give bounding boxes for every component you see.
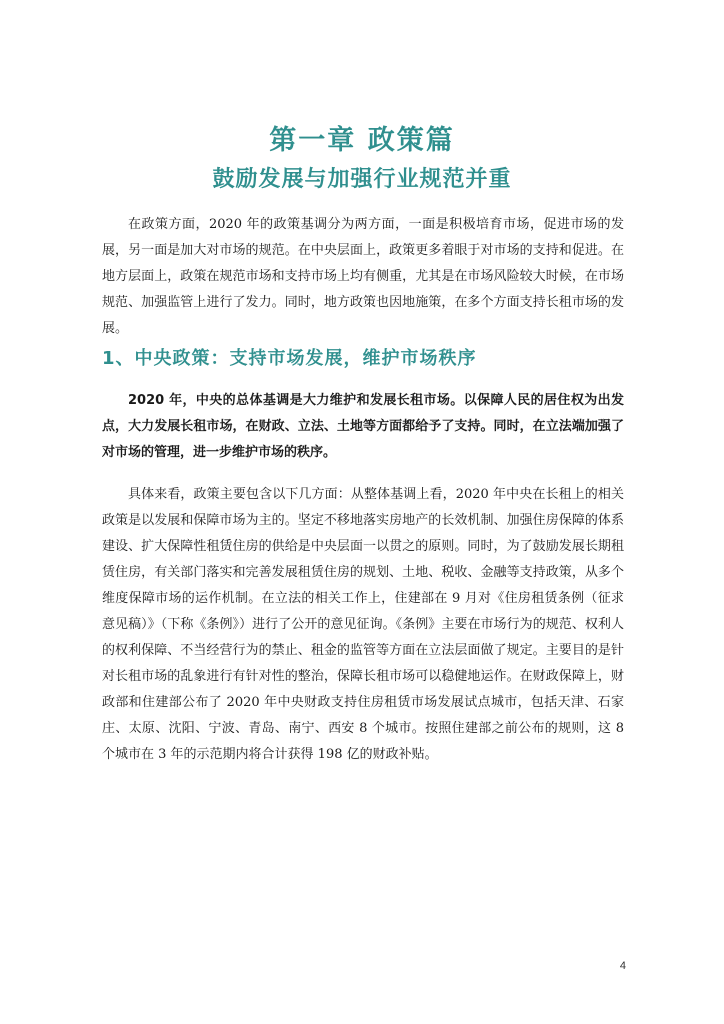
chapter-title: 第一章 政策篇 <box>269 125 455 156</box>
summary-paragraph: 2020 年，中央的总体基调是大力维护和发展长租市场。以保障人民的居住权为出发点，大力发展长租市场，在财政、立法、土地等方面都给予了支持。同时，在立法端加强了对市场的管理，进一步维护市场的秩序。 <box>102 393 624 460</box>
body-paragraph: 具体来看，政策主要包含以下几方面：从整体基调上看，2020 年中央在长租上的相关政策是以发展和保障市场为主的。坚定不移地落实房地产的长效机制、加强住房保障的体系建设、扩大保障性租赁住房的供给是中央层面一以贯之的原则。同时，为了鼓励发展长期租赁住房，有关部门落实和完善发展租赁住房的规划、土地、税收、金融等支持政策，从多个维度保障市场的运作机制。在立法的相关工作上，住建部在 9 月对《住房租赁条例（征求意见稿）》（下称《条例》）进行了公开的意见征询。《条例》主要在市场行为的规范、权利人的权利保障、不当经营行为的禁止、租金的监管等方面在立法层面做了规定。主要目的是针对长租市场的乱象进行有针对性的整治，保障长租市场可以稳健地运作。在财政保障上，财政部和住建部公布了 2020 年中央财政支持住房租赁市场发展试点城市，包括天津、石家庄、太原、沈阳、宁波、青岛、南宁、西安 8 个城市。按照住建部之前公布的规则，这 8 个城市在 3 年的示范期内将合计获得 198 亿的财政补贴。 <box>102 487 624 762</box>
chapter-subtitle: 鼓励发展与加强行业规范并重 <box>212 167 512 192</box>
page-number: 4 <box>619 960 626 972</box>
intro-paragraph: 在政策方面，2020 年的政策基调分为两方面，一面是积极培育市场，促进市场的发展，另一面是加大对市场的规范。在中央层面上，政策更多着眼于对市场的支持和促进。在地方层面上，政策在规范市场和支持市场上均有侧重，尤其是在市场风险较大时候，在市场规范、加强监管上进行了发力。同时，地方政策也因地施策，在多个方面支持长租市场的发展。 <box>102 217 624 336</box>
section-heading: 1、中央政策：支持市场发展，维护市场秩序 <box>102 348 477 369</box>
